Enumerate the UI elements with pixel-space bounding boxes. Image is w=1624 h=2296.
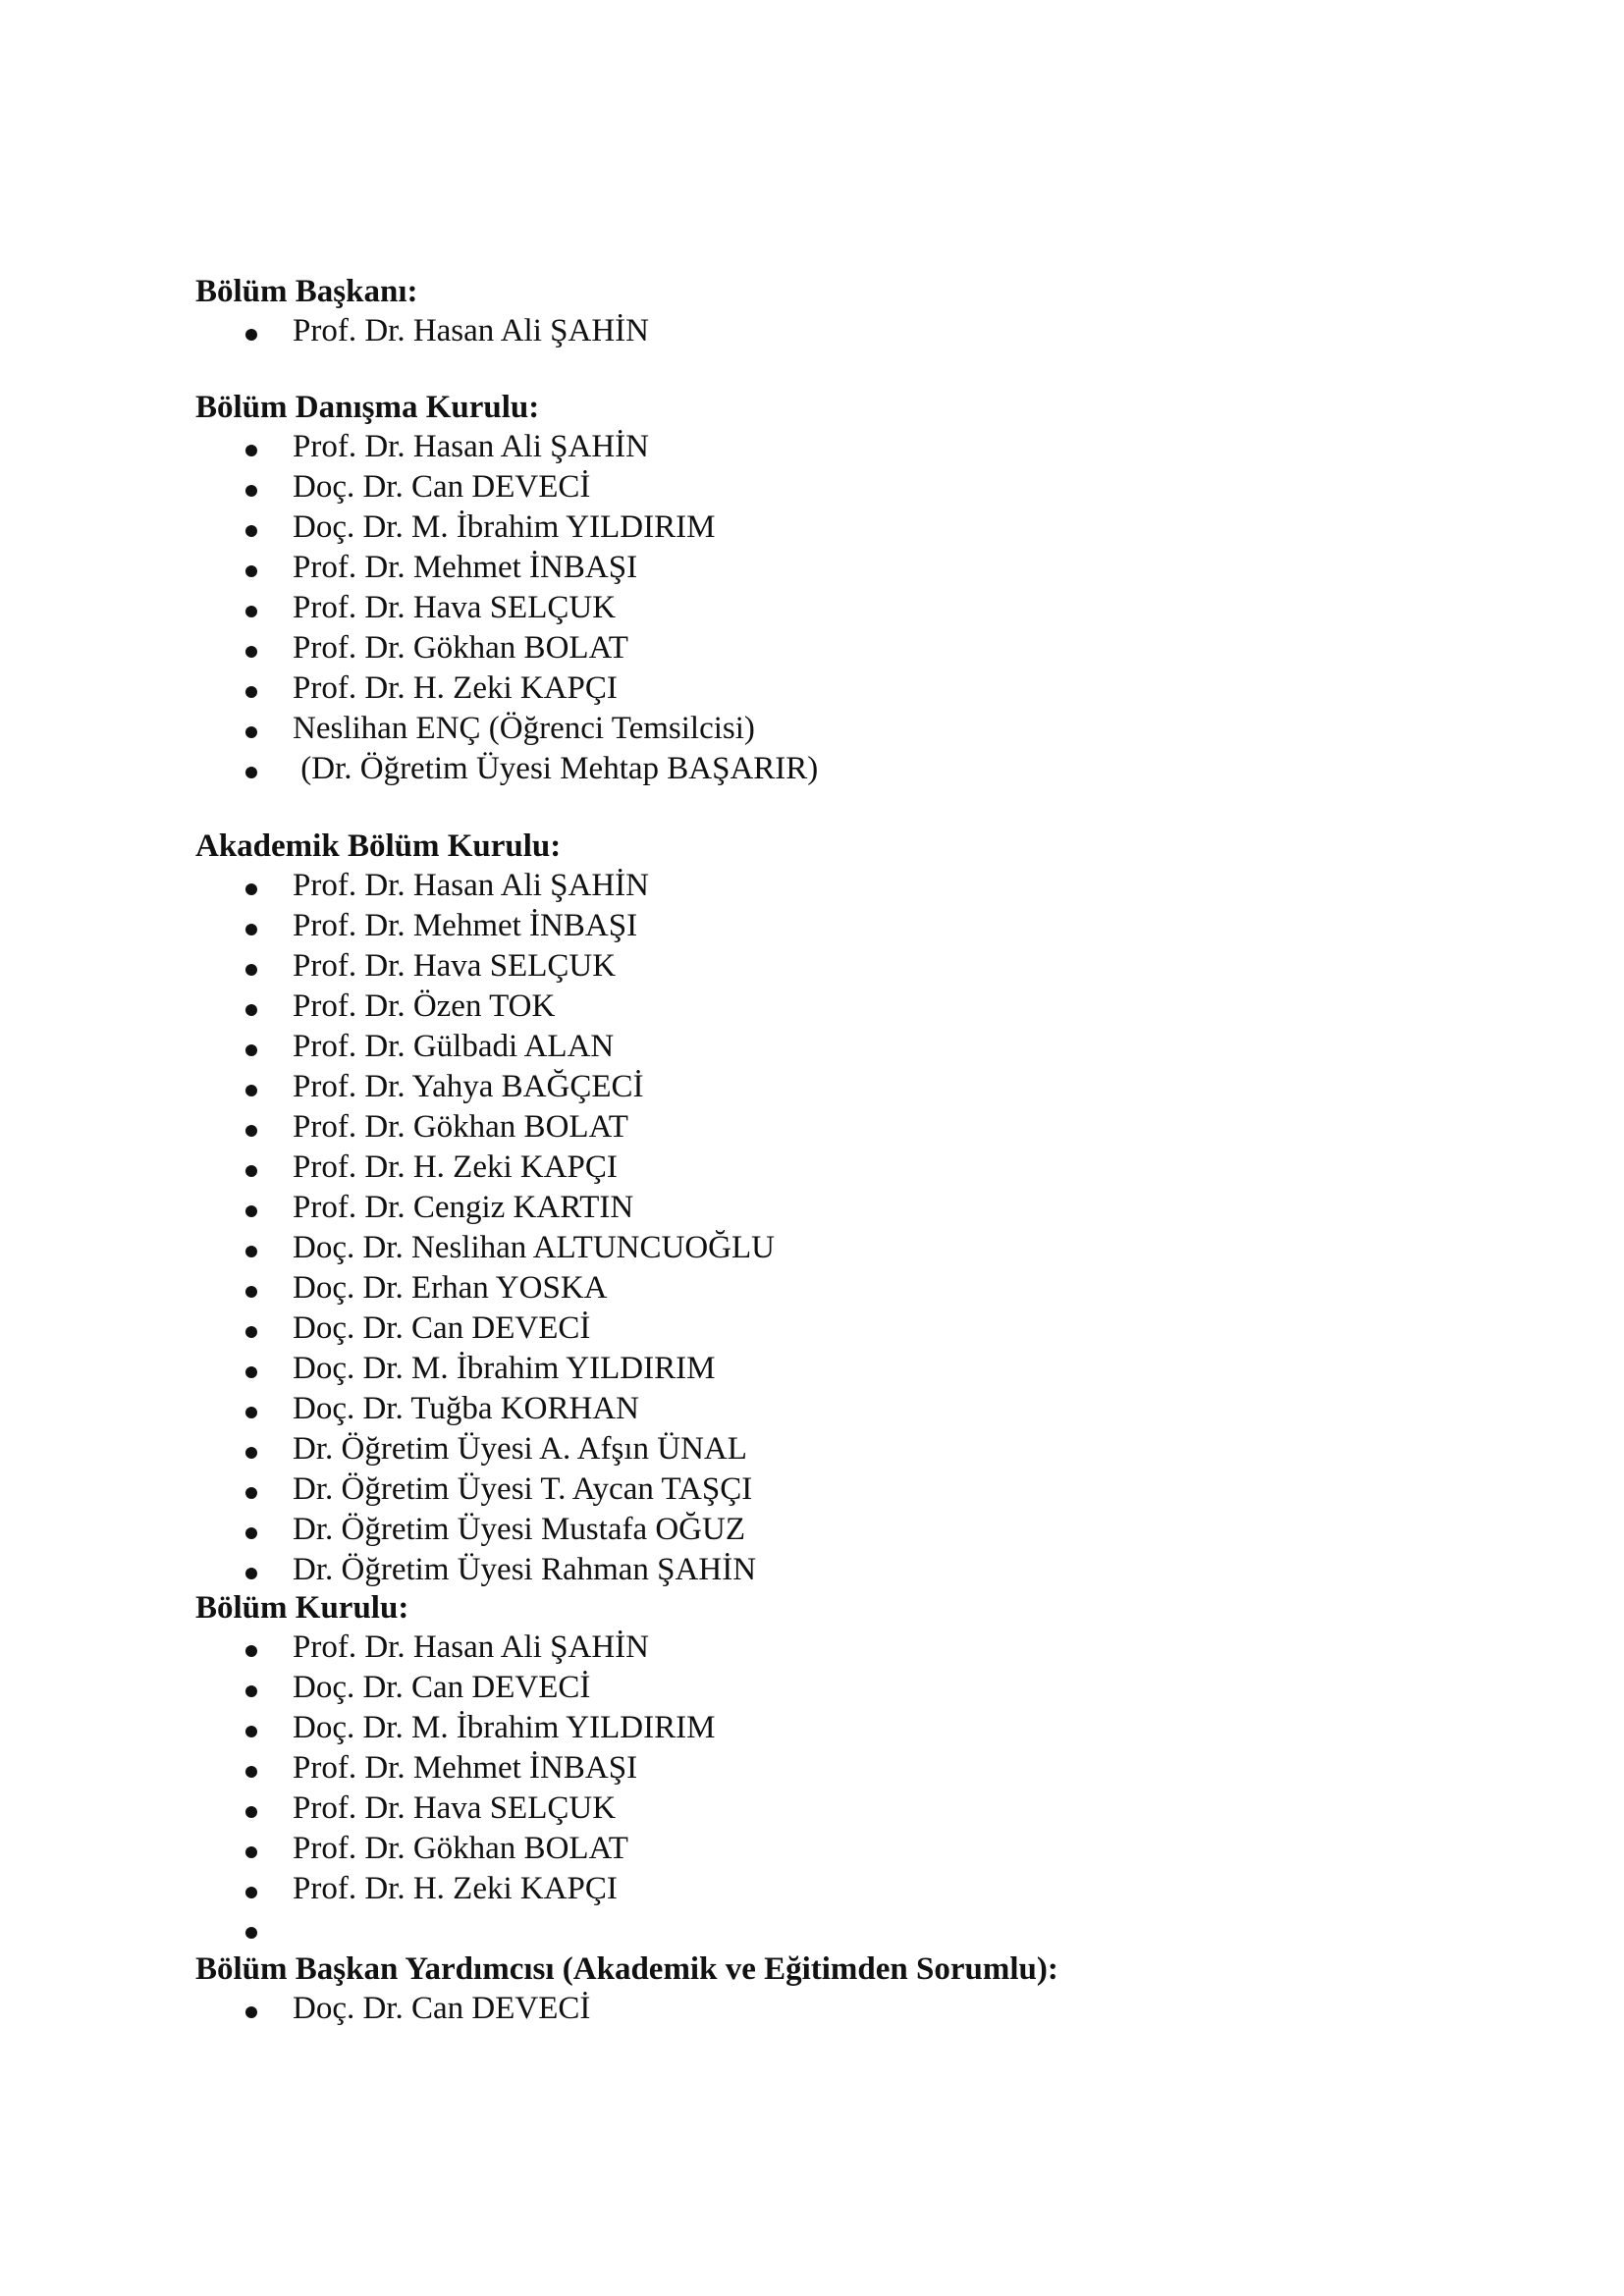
list-item: Prof. Dr. Hasan Ali ŞAHİN (293, 313, 649, 348)
bullet-icon (245, 1447, 257, 1459)
list-item: Doç. Dr. M. İbrahim YILDIRIM (293, 1710, 716, 1745)
bullet-icon (245, 1366, 257, 1378)
list-item: Doç. Dr. M. İbrahim YILDIRIM (293, 509, 716, 545)
bullet-icon (245, 1165, 257, 1177)
bullet-icon (245, 485, 257, 497)
list-item: Prof. Dr. Gülbadi ALAN (293, 1029, 615, 1064)
list-item: Dr. Öğretim Üyesi Mustafa OĞUZ (293, 1512, 746, 1547)
bullet-icon (245, 1645, 257, 1657)
list-item: Prof. Dr. H. Zeki KAPÇI (293, 670, 618, 706)
list-item: Prof. Dr. Mehmet İNBAŞI (293, 1750, 638, 1786)
bullet-icon (245, 1685, 257, 1697)
bullet-icon (245, 1568, 257, 1579)
list-item: Prof. Dr. Hava SELÇUK (293, 590, 617, 625)
bullet-icon (245, 445, 257, 456)
list-item: Doç. Dr. Erhan YOSKA (293, 1270, 608, 1306)
bullet-icon (245, 924, 257, 935)
section-heading-department-board: Bölüm Kurulu: (195, 1590, 409, 1626)
list-item: Dr. Öğretim Üyesi Rahman ŞAHİN (293, 1552, 757, 1587)
list-item: (Dr. Öğretim Üyesi Mehtap BAŞARIR) (293, 751, 819, 786)
list-item: Prof. Dr. Gökhan BOLAT (293, 1831, 628, 1866)
list-item: Prof. Dr. Hava SELÇUK (293, 1790, 617, 1826)
bullet-icon (245, 1004, 257, 1016)
list-item: Doç. Dr. Can DEVECİ (293, 1670, 591, 1705)
list-item: Prof. Dr. Mehmet İNBAŞI (293, 550, 638, 585)
bullet-icon (245, 1887, 257, 1898)
list-item: Dr. Öğretim Üyesi T. Aycan TAŞÇI (293, 1471, 753, 1507)
bullet-icon (245, 1927, 257, 1939)
bullet-icon (245, 646, 257, 658)
list-item: Prof. Dr. Hasan Ali ŞAHİN (293, 868, 649, 903)
bullet-icon (245, 1766, 257, 1778)
bullet-icon (245, 2006, 257, 2018)
list-item: Prof. Dr. Mehmet İNBAŞI (293, 908, 638, 943)
bullet-icon (245, 1286, 257, 1298)
bullet-icon (245, 1246, 257, 1257)
bullet-icon (245, 1527, 257, 1539)
list-item: Prof. Dr. Gökhan BOLAT (293, 1109, 628, 1145)
list-item: Prof. Dr. Gökhan BOLAT (293, 630, 628, 666)
section-heading-deputy-head: Bölüm Başkan Yardımcısı (Akademik ve Eğitimden Sorumlu): (195, 1951, 1058, 1987)
bullet-icon (245, 1487, 257, 1499)
bullet-icon (245, 606, 257, 617)
list-item: Prof. Dr. Hasan Ali ŞAHİN (293, 1629, 649, 1665)
section-heading-department-head: Bölüm Başkanı: (195, 274, 418, 309)
list-item: Prof. Dr. Hava SELÇUK (293, 948, 617, 984)
bullet-icon (245, 767, 257, 778)
bullet-icon (245, 329, 257, 341)
bullet-icon (245, 1085, 257, 1096)
list-item: Neslihan ENÇ (Öğrenci Temsilcisi) (293, 711, 755, 746)
list-item: Prof. Dr. Cengiz KARTIN (293, 1190, 634, 1225)
list-item: Prof. Dr. H. Zeki KAPÇI (293, 1149, 618, 1185)
list-item: Doç. Dr. Can DEVECİ (293, 1310, 591, 1346)
bullet-icon (245, 1044, 257, 1056)
bullet-icon (245, 1205, 257, 1217)
bullet-icon (245, 1726, 257, 1737)
section-heading-advisory-board: Bölüm Danışma Kurulu: (195, 390, 540, 425)
bullet-icon (245, 525, 257, 537)
list-item: Doç. Dr. Tuğba KORHAN (293, 1391, 639, 1426)
bullet-icon (245, 1806, 257, 1818)
bullet-icon (245, 565, 257, 577)
bullet-icon (245, 686, 257, 698)
bullet-icon (245, 1407, 257, 1418)
list-item: Doç. Dr. Can DEVECİ (293, 469, 591, 505)
list-item: Prof. Dr. Özen TOK (293, 988, 556, 1024)
list-item: Doç. Dr. Can DEVECİ (293, 1991, 591, 2026)
list-item: Prof. Dr. Yahya BAĞÇECİ (293, 1069, 644, 1104)
bullet-icon (245, 726, 257, 738)
list-item: Doç. Dr. Neslihan ALTUNCUOĞLU (293, 1230, 775, 1265)
bullet-icon (245, 1125, 257, 1137)
list-item: Dr. Öğretim Üyesi A. Afşın ÜNAL (293, 1431, 747, 1467)
list-item: Prof. Dr. H. Zeki KAPÇI (293, 1871, 618, 1906)
bullet-icon (245, 964, 257, 976)
bullet-icon (245, 883, 257, 895)
list-item: Doç. Dr. M. İbrahim YILDIRIM (293, 1351, 716, 1386)
list-item: Prof. Dr. Hasan Ali ŞAHİN (293, 429, 649, 464)
section-heading-academic-board: Akademik Bölüm Kurulu: (195, 828, 562, 864)
bullet-icon (245, 1846, 257, 1858)
bullet-icon (245, 1326, 257, 1338)
